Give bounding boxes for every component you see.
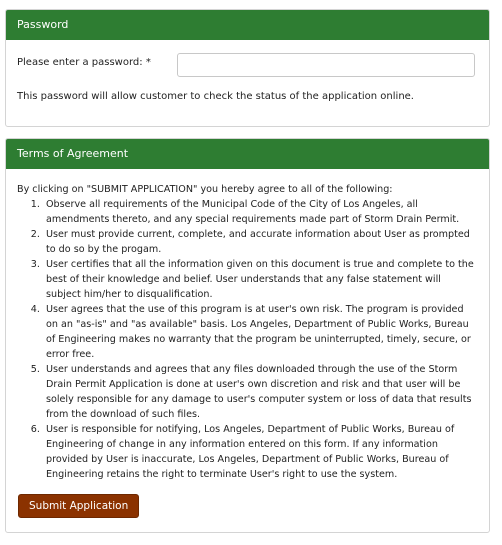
terms-intro: By clicking on "SUBMIT APPLICATION" you hereby agree to all of the following:: [17, 184, 393, 195]
terms-item: 1. Observe all requirements of the Municipal Code of the City of Los Angeles, all amendments thereto, and any special requirements made part of Storm Drain Permit.: [43, 197, 478, 227]
terms-item: 6. User is responsible for notifying, Los Angeles, Department of Public Works, Bureau of Engineering of change in any information entered on this form. If any information provided by User is inaccurate, Los Angeles, Department of Public Works, Bureau of Engineering retains the right to terminate User's right to use the system.: [43, 422, 478, 482]
password-panel-heading: Password: [6, 10, 489, 40]
submit-application-button[interactable]: Submit Application: [18, 494, 139, 518]
terms-item: 3. User certifies that all the information given on this document is true and complete to the best of their knowledge and belief. User understands that any false statement will subject him/her to disqualification.: [43, 257, 478, 302]
terms-item: 4. User agrees that the use of this program is at user's own risk. The program is provided on an "as-is" and "as available" basis. Los Angeles, Department of Public Works, Bureau of Engineering makes no warranty that the program be uninterrupted, timely, secure, or error free.: [43, 302, 478, 362]
terms-list: [17, 197, 478, 482]
password-panel: [5, 9, 490, 127]
terms-panel-heading: Terms of Agreement: [6, 139, 489, 169]
terms-item: 2. User must provide current, complete, and accurate information about User as prompted to do so by the progam.: [43, 227, 478, 257]
password-row: [17, 53, 478, 77]
password-help-text: This password will allow customer to check the status of the application online.: [17, 91, 414, 102]
password-label: Please enter a password: *: [17, 57, 151, 68]
terms-panel: [5, 138, 490, 533]
terms-item: 5. User understands and agrees that any files downloaded through the use of the Storm Drain Permit Application is done at user's own discretion and risk and that user will be solely responsible for any damage to user's computer system or loss of data that results from the download of such files.: [43, 362, 478, 422]
password-input[interactable]: [177, 53, 475, 77]
terms-body: [6, 169, 489, 482]
